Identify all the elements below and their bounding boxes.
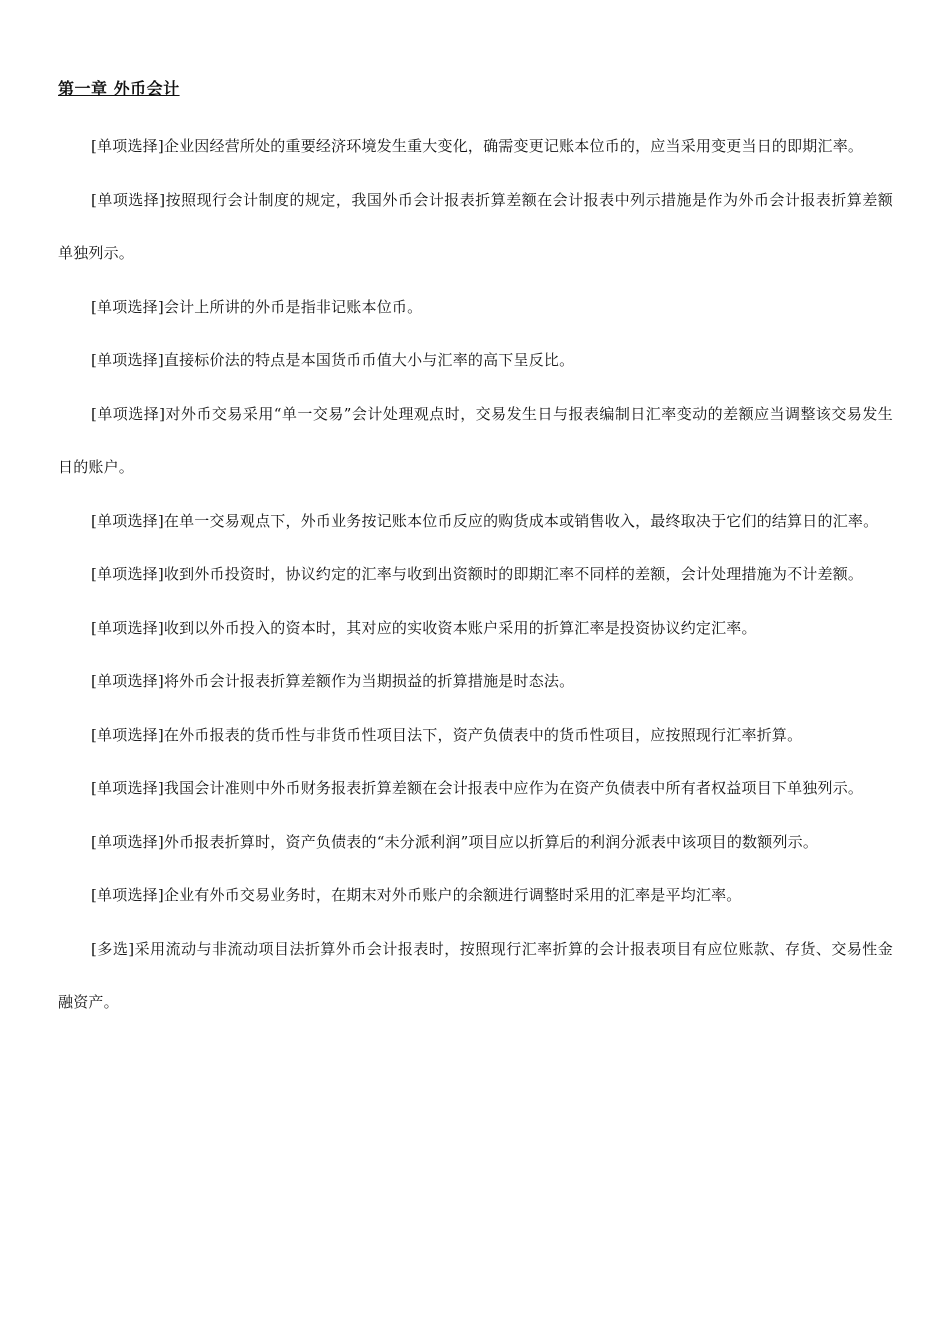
question-type-tag: [单项选择] [91,511,164,530]
question-type-tag: [单项选择] [91,190,166,209]
question-item [58,388,893,495]
question-list [58,120,893,1030]
question-type-tag: [单项选择] [91,779,164,797]
question-type-tag: [单项选择] [91,618,164,637]
question-type-tag: [单项选择] [91,137,164,155]
question-text: 在单一交易观点下，外币业务按记账本位币反应的购货成本或销售收入，最终取决于它们的结算日的汇率。 [163,511,879,530]
question-item [58,120,893,174]
question-text: 外币报表折算时，资产负债表的“未分派利润”项目应以折算后的利润分派表中该项目的数额列示。 [163,832,819,851]
question-type-tag: [单项选择] [91,832,164,851]
question-type-tag: [单项选择] [91,565,164,583]
question-text: 将外币会计报表折算差额作为当期损益的折算措施是时态法。 [163,672,575,690]
question-item [58,869,893,923]
question-item [58,174,893,281]
question-item [58,816,893,870]
question-text: 在外币报表的货币性与非货币性项目法下，资产负债表中的货币性项目，应按照现行汇率折算。 [163,725,803,744]
question-type-tag: [单项选择] [91,886,164,904]
question-text: 对外币交易采用“单一交易”会计处理观点时，交易发生日与报表编制日汇率变动的差额应当调整该交易发生日的账户。 [58,404,893,476]
question-item [58,281,893,335]
question-text: 收到外币投资时，协议约定的汇率与收到出资额时的即期汇率不同样的差额，会计处理措施为不计差额。 [163,565,864,583]
question-type-tag: [单项选择] [91,672,164,690]
question-item [58,709,893,763]
question-type-tag: [单项选择] [91,297,164,316]
question-item [58,923,893,1030]
question-type-tag: [单项选择] [91,404,166,423]
question-item [58,334,893,388]
question-item [58,762,893,816]
question-type-tag: [单项选择] [91,725,164,744]
question-type-tag: [多选] [91,939,135,958]
question-text: 会计上所讲的外币是指非记账本位币。 [163,297,423,316]
question-text: 企业因经营所处的重要经济环境发生重大变化，确需变更记账本位币的，应当采用变更当日的即期汇率。 [163,137,864,155]
question-text: 企业有外币交易业务时，在期末对外币账户的余额进行调整时采用的汇率是平均汇率。 [163,886,742,904]
question-text: 收到以外币投入的资本时，其对应的实收资本账户采用的折算汇率是投资协议约定汇率。 [163,618,757,637]
question-item [58,548,893,602]
question-item [58,602,893,656]
question-text: 我国会计准则中外币财务报表折算差额在会计报表中应作为在资产负债表中所有者权益项目下单独列示。 [163,779,864,797]
chapter-title: 第一章 外币会计 [58,79,180,98]
question-text: 直接标价法的特点是本国货币币值大小与汇率的高下呈反比。 [163,351,575,369]
question-type-tag: [单项选择] [91,351,164,369]
question-text: 采用流动与非流动项目法折算外币会计报表时，按照现行汇率折算的会计报表项目有应位账款、存货、交易性金融资产。 [58,939,893,1011]
question-item [58,495,893,549]
question-item [58,655,893,709]
question-text: 按照现行会计制度的规定，我国外币会计报表折算差额在会计报表中列示措施是作为外币会计报表折算差额单独列示。 [58,190,894,262]
